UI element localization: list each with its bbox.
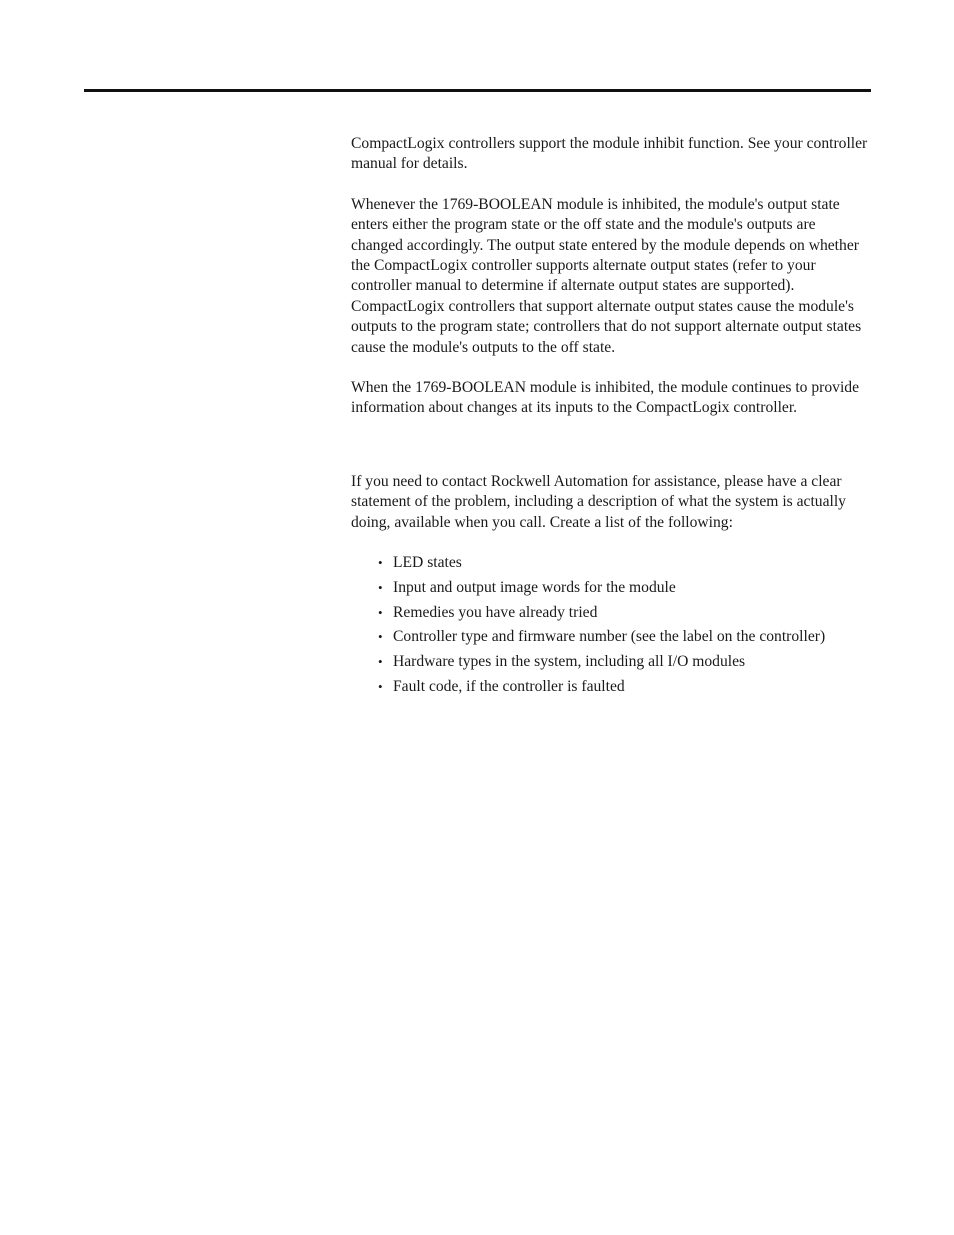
bullet-icon: • (378, 579, 383, 595)
bullet-icon: • (378, 654, 383, 670)
list-item-text: LED states (393, 554, 462, 572)
list-item-text: Hardware types in the system, including all I/O modules (393, 653, 746, 671)
list-item-text: Input and output image words for the module (393, 578, 676, 596)
list-item (378, 677, 871, 697)
header-rule (84, 89, 871, 92)
paragraph-inhibit-behavior: Whenever the 1769-BOOLEAN module is inhibited, the module's output state enters either the program state or the off state and the module's outputs are changed accordingly. The output state entered by the module depends on whether the CompactLogix controller supports alternate output states (refer to your controller manual to determine if alternate output states are supported). CompactLogix controllers that support alternate output states cause the module's outputs to the program state; controllers that do not support alternate output states cause the module's outputs to the off state. (351, 195, 862, 356)
list-item (378, 652, 871, 672)
list-item (378, 627, 871, 647)
page-body (351, 134, 871, 702)
list-item (378, 578, 871, 598)
list-item-text: Fault code, if the controller is faulted (393, 678, 625, 696)
list-item (378, 603, 871, 623)
list-item (378, 553, 871, 573)
bullet-icon: • (378, 629, 383, 645)
list-item-text: Remedies you have already tried (393, 603, 598, 621)
paragraph-contact-intro: If you need to contact Rockwell Automation for assistance, please have a clear statement of the problem, including a description of what the system is actually doing, available when you call. Create a list of the following: (351, 472, 846, 531)
bullet-icon: • (378, 679, 383, 695)
paragraph-inhibit-inputs: When the 1769-BOOLEAN module is inhibited, the module continues to provide information about changes at its inputs to the CompactLogix controller. (351, 379, 860, 417)
checklist (378, 553, 871, 697)
bullet-icon: • (378, 555, 383, 571)
bullet-icon: • (378, 604, 383, 620)
list-item-text: Controller type and firmware number (see the label on the controller) (393, 628, 826, 646)
paragraph-inhibit-support: CompactLogix controllers support the module inhibit function. See your controller manual for details. (351, 135, 868, 173)
